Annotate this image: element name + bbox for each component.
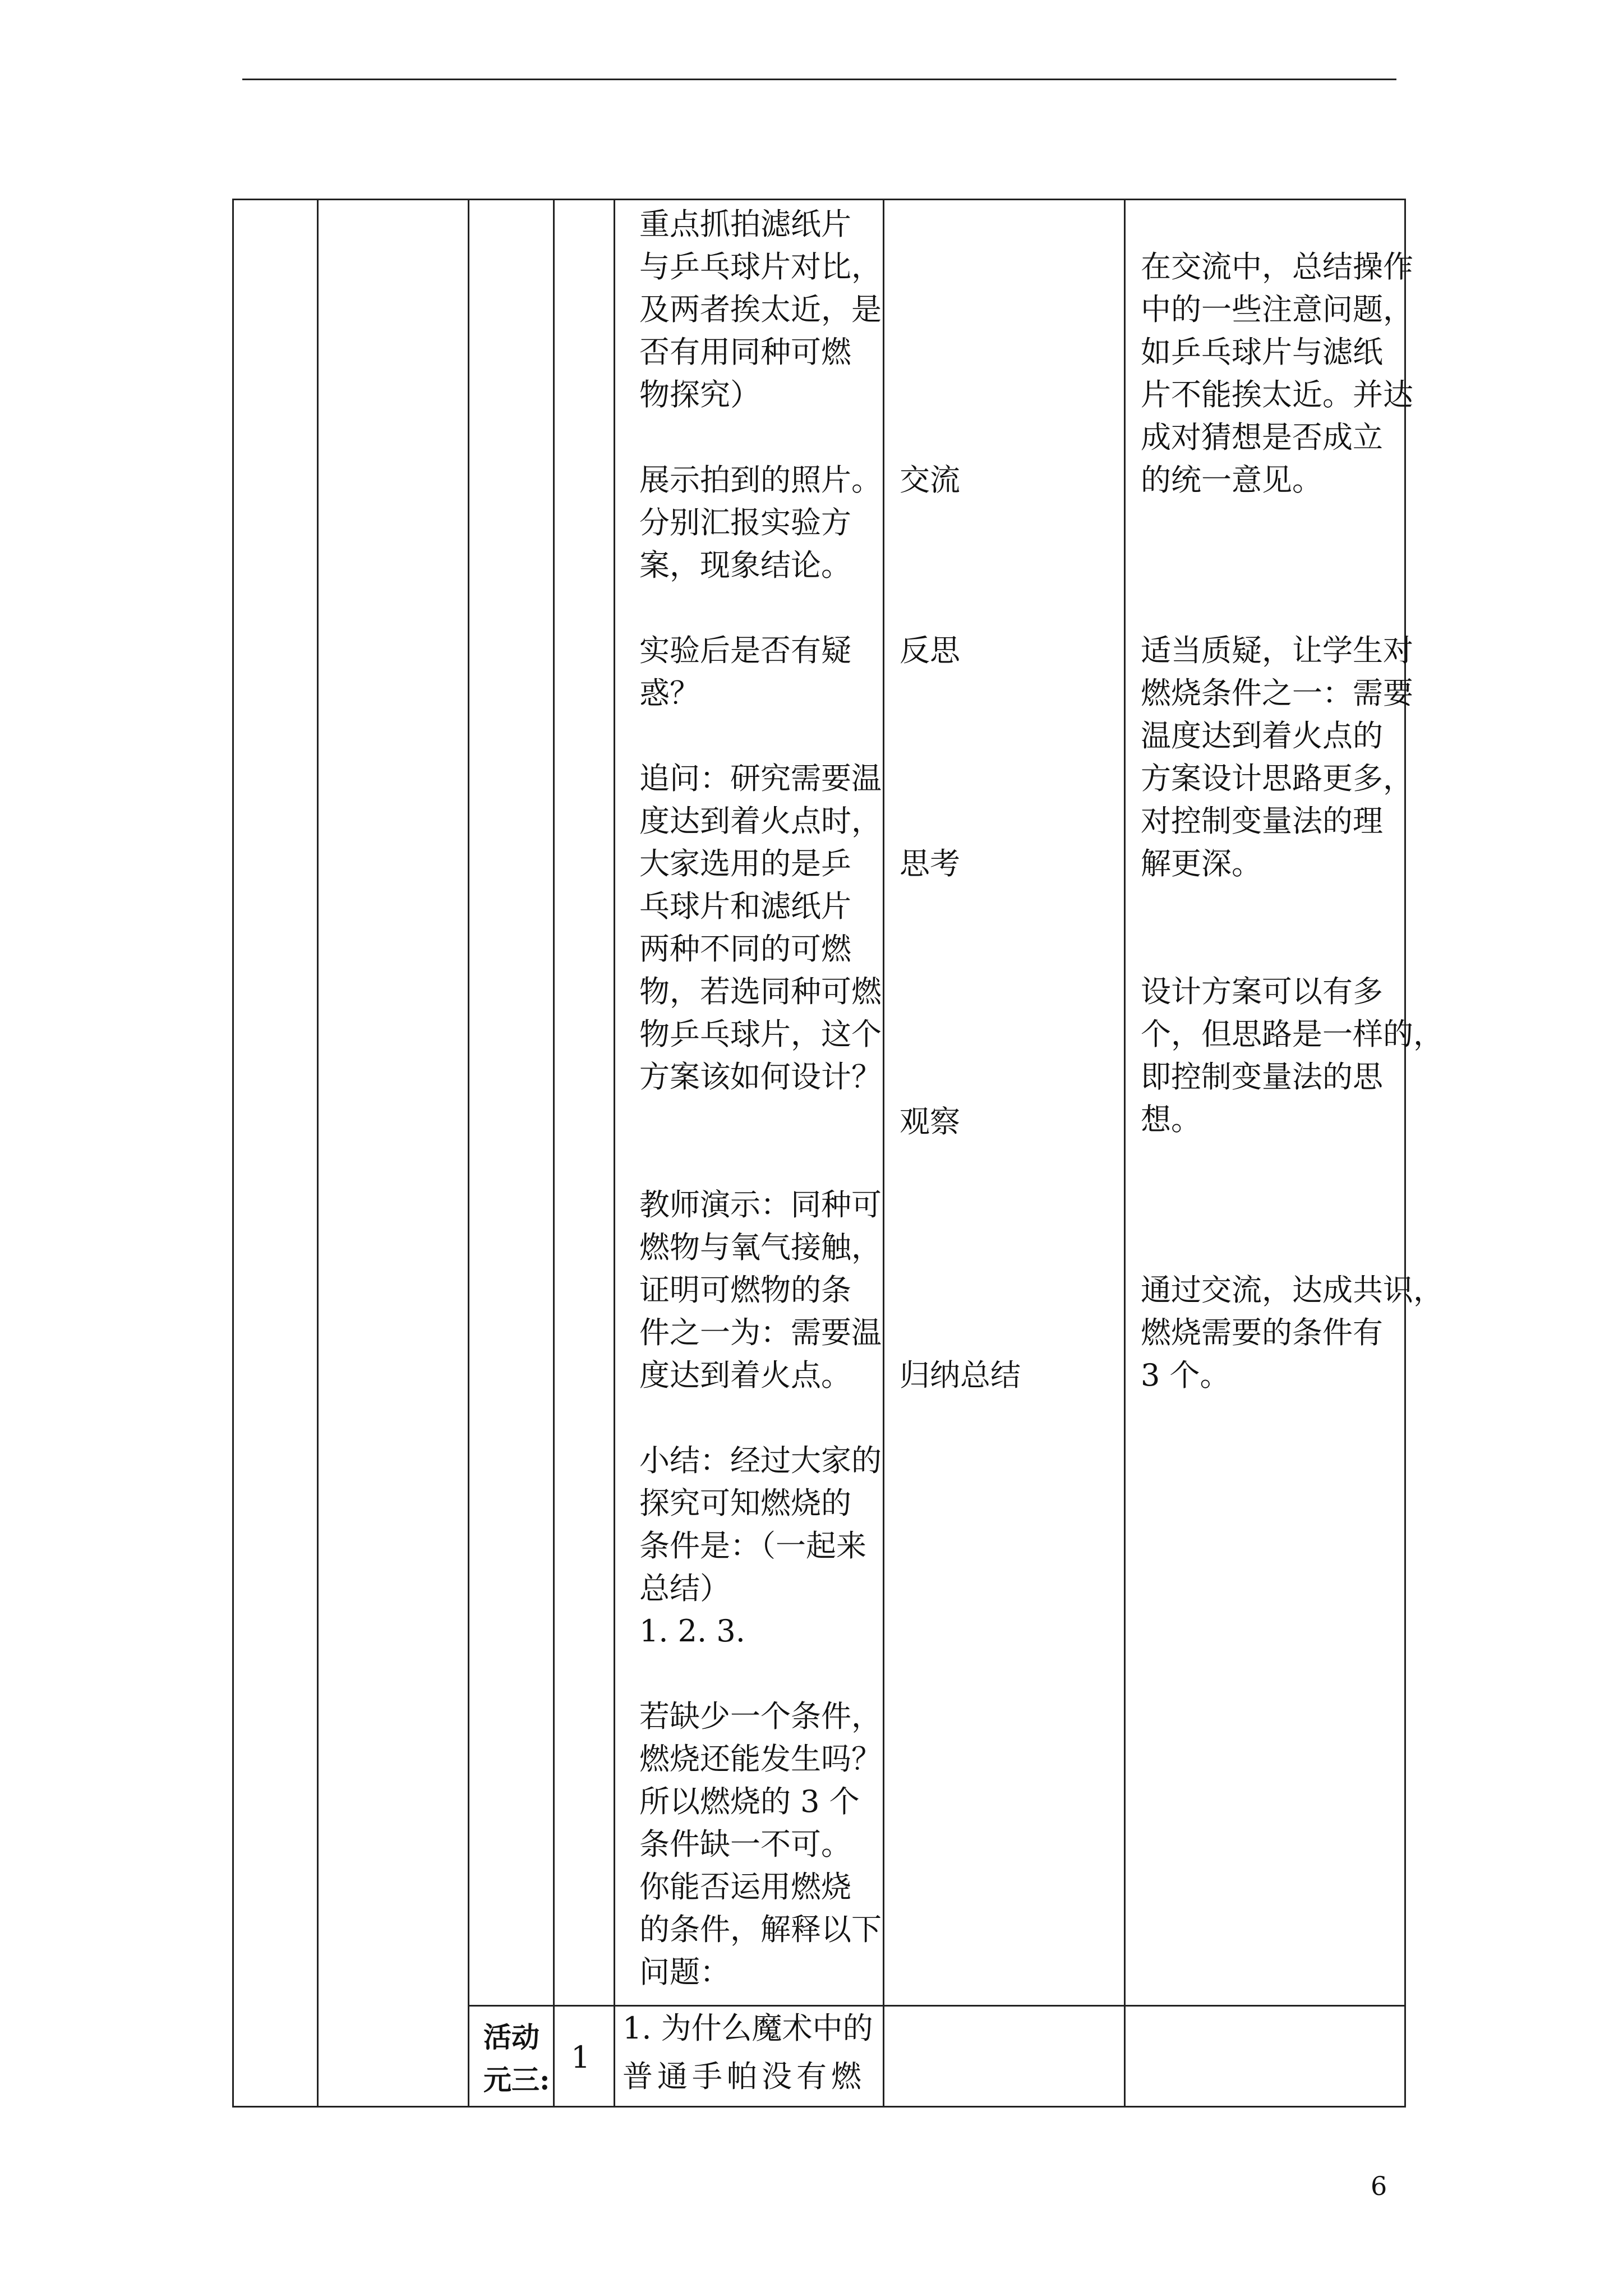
student-activity-summarize: 归纳总结: [900, 1358, 1021, 1393]
intent-line: 解更深。: [1141, 846, 1262, 881]
teacher-line: 度达到着火点时，: [639, 803, 882, 839]
teacher-line: 证明可燃物的条: [639, 1272, 851, 1308]
intent-line: 的统一意见。: [1141, 462, 1322, 498]
intent-line: 即控制变量法的思: [1141, 1059, 1383, 1094]
table-column-divider: [317, 199, 319, 2107]
table-column-divider: [553, 199, 555, 2107]
teacher-line: 探究可知燃烧的: [639, 1485, 851, 1521]
teacher-line: 案，现象结论。: [639, 547, 851, 583]
student-activity-think: 思考: [900, 846, 960, 881]
teacher-line: 的条件，解释以下: [639, 1912, 882, 1947]
intent-line: 片不能挨太近。并达: [1141, 377, 1413, 412]
teacher-line: 所以燃烧的 3 个: [639, 1784, 860, 1819]
teacher-line: 惑？: [639, 675, 700, 711]
teacher-line: 问题：: [639, 1954, 730, 1990]
teacher-line: 大家选用的是乒: [639, 846, 851, 881]
teacher-line: 小结：经过大家的: [639, 1443, 882, 1478]
table-column-divider: [883, 199, 884, 2107]
teacher-line: 总结）: [639, 1571, 730, 1606]
teacher-line: 物乒乓球片，这个: [639, 1016, 882, 1052]
teacher-line: 1. 2. 3.: [639, 1613, 745, 1649]
activity-number: 1: [571, 2040, 591, 2075]
teacher-line: 条件是：（一起来: [639, 1528, 866, 1563]
table-border-top: [232, 199, 1406, 200]
intent-line: 个，但思路是一样的，: [1141, 1016, 1444, 1052]
teacher-line: 燃烧还能发生吗？: [639, 1741, 882, 1777]
table-column-divider: [1124, 199, 1126, 2107]
intent-line: 通过交流，达成共识，: [1141, 1272, 1444, 1308]
teacher-line: 及两者挨太近，是: [639, 292, 882, 327]
teacher-line: 你能否运用燃烧: [639, 1869, 851, 1904]
activity-label-line2: 元三:: [483, 2063, 550, 2096]
teacher-line: 乓球片和滤纸片: [639, 889, 851, 924]
intent-line: 成对猜想是否成立: [1141, 420, 1383, 455]
teacher-line: 若缺少一个条件，: [639, 1699, 882, 1734]
table-border-right: [1404, 199, 1406, 2107]
teacher-line: 物探究）: [639, 377, 760, 412]
intent-line: 适当质疑，让学生对: [1141, 633, 1413, 668]
intent-line: 中的一些注意问题，: [1141, 292, 1413, 327]
teacher-line: 否有用同种可燃: [639, 334, 851, 370]
table-border-bottom: [232, 2106, 1406, 2108]
teacher-line: 展示拍到的照片。: [639, 462, 882, 498]
intent-line: 方案设计思路更多，: [1141, 761, 1413, 796]
activity-question-line2: 普通手帕没有燃: [623, 2059, 866, 2094]
intent-line: 设计方案可以有多: [1141, 974, 1383, 1009]
table-column-divider: [468, 199, 469, 2107]
teacher-line: 分别汇报实验方: [639, 505, 851, 540]
teacher-line: 两种不同的可燃: [639, 931, 851, 967]
teacher-line: 方案该如何设计？: [639, 1059, 882, 1094]
teacher-line: 重点抓拍滤纸片: [639, 206, 851, 242]
table-column-divider: [614, 199, 615, 2107]
activity-label-line1: 活动: [483, 2021, 540, 2054]
teacher-line: 追问：研究需要温: [639, 761, 882, 796]
intent-line: 想。: [1141, 1102, 1201, 1137]
teacher-line: 教师演示：同种可: [639, 1187, 882, 1222]
intent-line: 对控制变量法的理: [1141, 803, 1383, 839]
intent-line: 3 个。: [1141, 1358, 1230, 1393]
teacher-line: 实验后是否有疑: [639, 633, 851, 668]
intent-line: 燃烧需要的条件有: [1141, 1315, 1383, 1350]
student-activity-exchange: 交流: [900, 462, 960, 498]
teacher-line: 燃物与氧气接触，: [639, 1230, 882, 1265]
intent-line: 在交流中，总结操作: [1141, 249, 1413, 284]
teacher-line: 条件缺一不可。: [639, 1826, 851, 1862]
intent-line: 燃烧条件之一：需要: [1141, 675, 1413, 711]
activity-question-line1: 1. 为什么魔术中的: [623, 2010, 873, 2046]
teacher-line: 件之一为：需要温: [639, 1315, 882, 1350]
teacher-line: 物，若选同种可燃: [639, 974, 882, 1009]
table-border-left: [232, 199, 234, 2107]
student-activity-reflect: 反思: [900, 633, 960, 668]
intent-line: 温度达到着火点的: [1141, 718, 1383, 753]
row-divider-activity: [468, 2005, 1406, 2007]
student-activity-observe: 观察: [900, 1104, 960, 1139]
teacher-line: 与乒乓球片对比，: [639, 249, 882, 284]
page-number: 6: [1371, 2171, 1387, 2201]
teacher-line: 度达到着火点。: [639, 1358, 851, 1393]
intent-line: 如乒乓球片与滤纸: [1141, 334, 1383, 370]
